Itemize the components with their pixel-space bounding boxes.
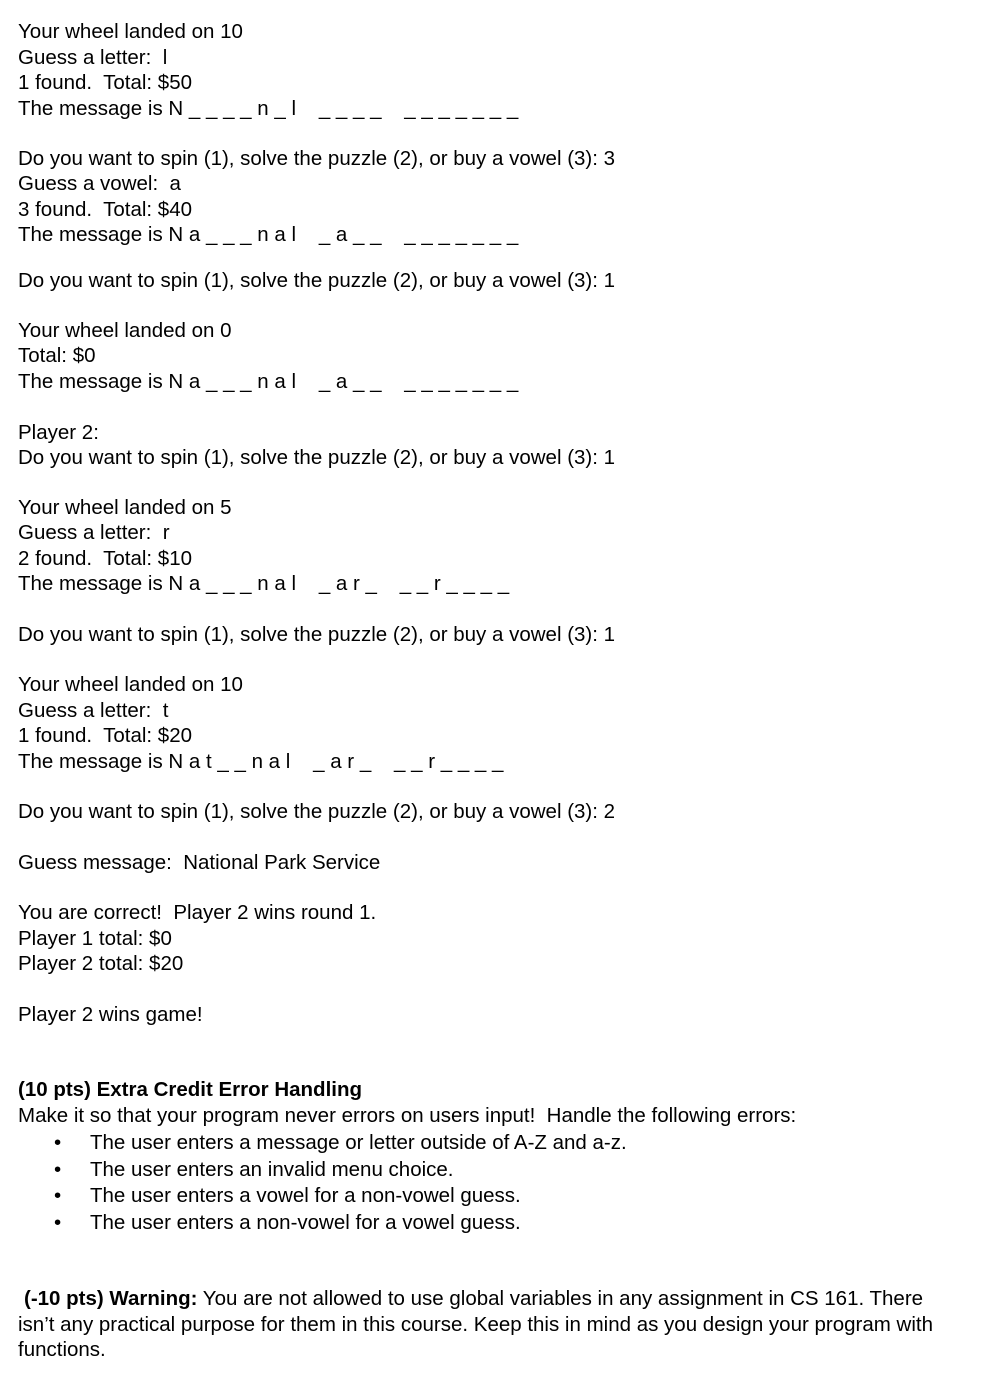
bullet-icon: • (54, 1131, 62, 1154)
warning-paragraph (18, 1286, 958, 1363)
output-line: Do you want to spin (1), solve the puzzle (2), or buy a vowel (3): 1 (18, 269, 616, 292)
list-item: The user enters a non-vowel for a vowel guess. (90, 1211, 521, 1234)
output-line: The message is N _ _ _ _ n _ l _ _ _ _ _ _ _ _ _ _ _ (18, 97, 519, 120)
list-item: The user enters a message or letter outside of A-Z and a-z. (90, 1131, 627, 1154)
output-line: Your wheel landed on 10 (18, 673, 243, 696)
output-line: Player 2 total: $20 (18, 952, 184, 975)
output-line: Total: $0 (18, 344, 96, 367)
bullet-icon: • (54, 1184, 62, 1207)
output-line: Your wheel landed on 5 (18, 496, 232, 519)
bullet-icon: • (54, 1158, 62, 1181)
output-line: Player 2 wins game! (18, 1003, 203, 1026)
output-line: Do you want to spin (1), solve the puzzle (2), or buy a vowel (3): 1 (18, 446, 616, 469)
warning-text: You are not allowed to use global variables in any assignment in CS 161. There isn’t any practical purpose for them in this course. Keep this in mind as you design your program with functions. (18, 1287, 933, 1361)
output-line: Guess message: National Park Service (18, 851, 381, 874)
extra-credit-heading: (10 pts) Extra Credit Error Handling (18, 1078, 363, 1101)
output-line: Guess a letter: t (18, 699, 169, 722)
output-line: The message is N a _ _ _ n a l _ a r _ _ _ r _ _ _ _ (18, 572, 510, 595)
output-line: The message is N a t _ _ n a l _ a r _ _ _ r _ _ _ _ (18, 750, 504, 773)
warning-label: (-10 pts) Warning: (24, 1287, 198, 1310)
list-item: The user enters a vowel for a non-vowel guess. (90, 1184, 521, 1207)
output-line: Do you want to spin (1), solve the puzzle (2), or buy a vowel (3): 2 (18, 800, 616, 823)
output-line: Your wheel landed on 0 (18, 319, 232, 342)
extra-credit-intro: Make it so that your program never errors on users input! Handle the following errors: (18, 1104, 797, 1127)
output-line: Player 1 total: $0 (18, 927, 172, 950)
output-line: 3 found. Total: $40 (18, 198, 193, 221)
output-line: Guess a letter: l (18, 46, 168, 69)
output-line: The message is N a _ _ _ n a l _ a _ _ _ _ _ _ _ _ _ (18, 370, 519, 393)
output-line: 1 found. Total: $50 (18, 71, 193, 94)
output-line: Guess a vowel: a (18, 172, 181, 195)
list-item: The user enters an invalid menu choice. (90, 1158, 454, 1181)
output-line: Your wheel landed on 10 (18, 20, 243, 43)
output-line: Do you want to spin (1), solve the puzzle (2), or buy a vowel (3): 1 (18, 623, 616, 646)
output-line: Do you want to spin (1), solve the puzzle (2), or buy a vowel (3): 3 (18, 147, 616, 170)
bullet-icon: • (54, 1211, 62, 1234)
output-line: 1 found. Total: $20 (18, 724, 193, 747)
output-line: Player 2: (18, 421, 99, 444)
output-line: Guess a letter: r (18, 521, 170, 544)
output-line: The message is N a _ _ _ n a l _ a _ _ _ _ _ _ _ _ _ (18, 223, 519, 246)
output-line: You are correct! Player 2 wins round 1. (18, 901, 377, 924)
output-line: 2 found. Total: $10 (18, 547, 193, 570)
